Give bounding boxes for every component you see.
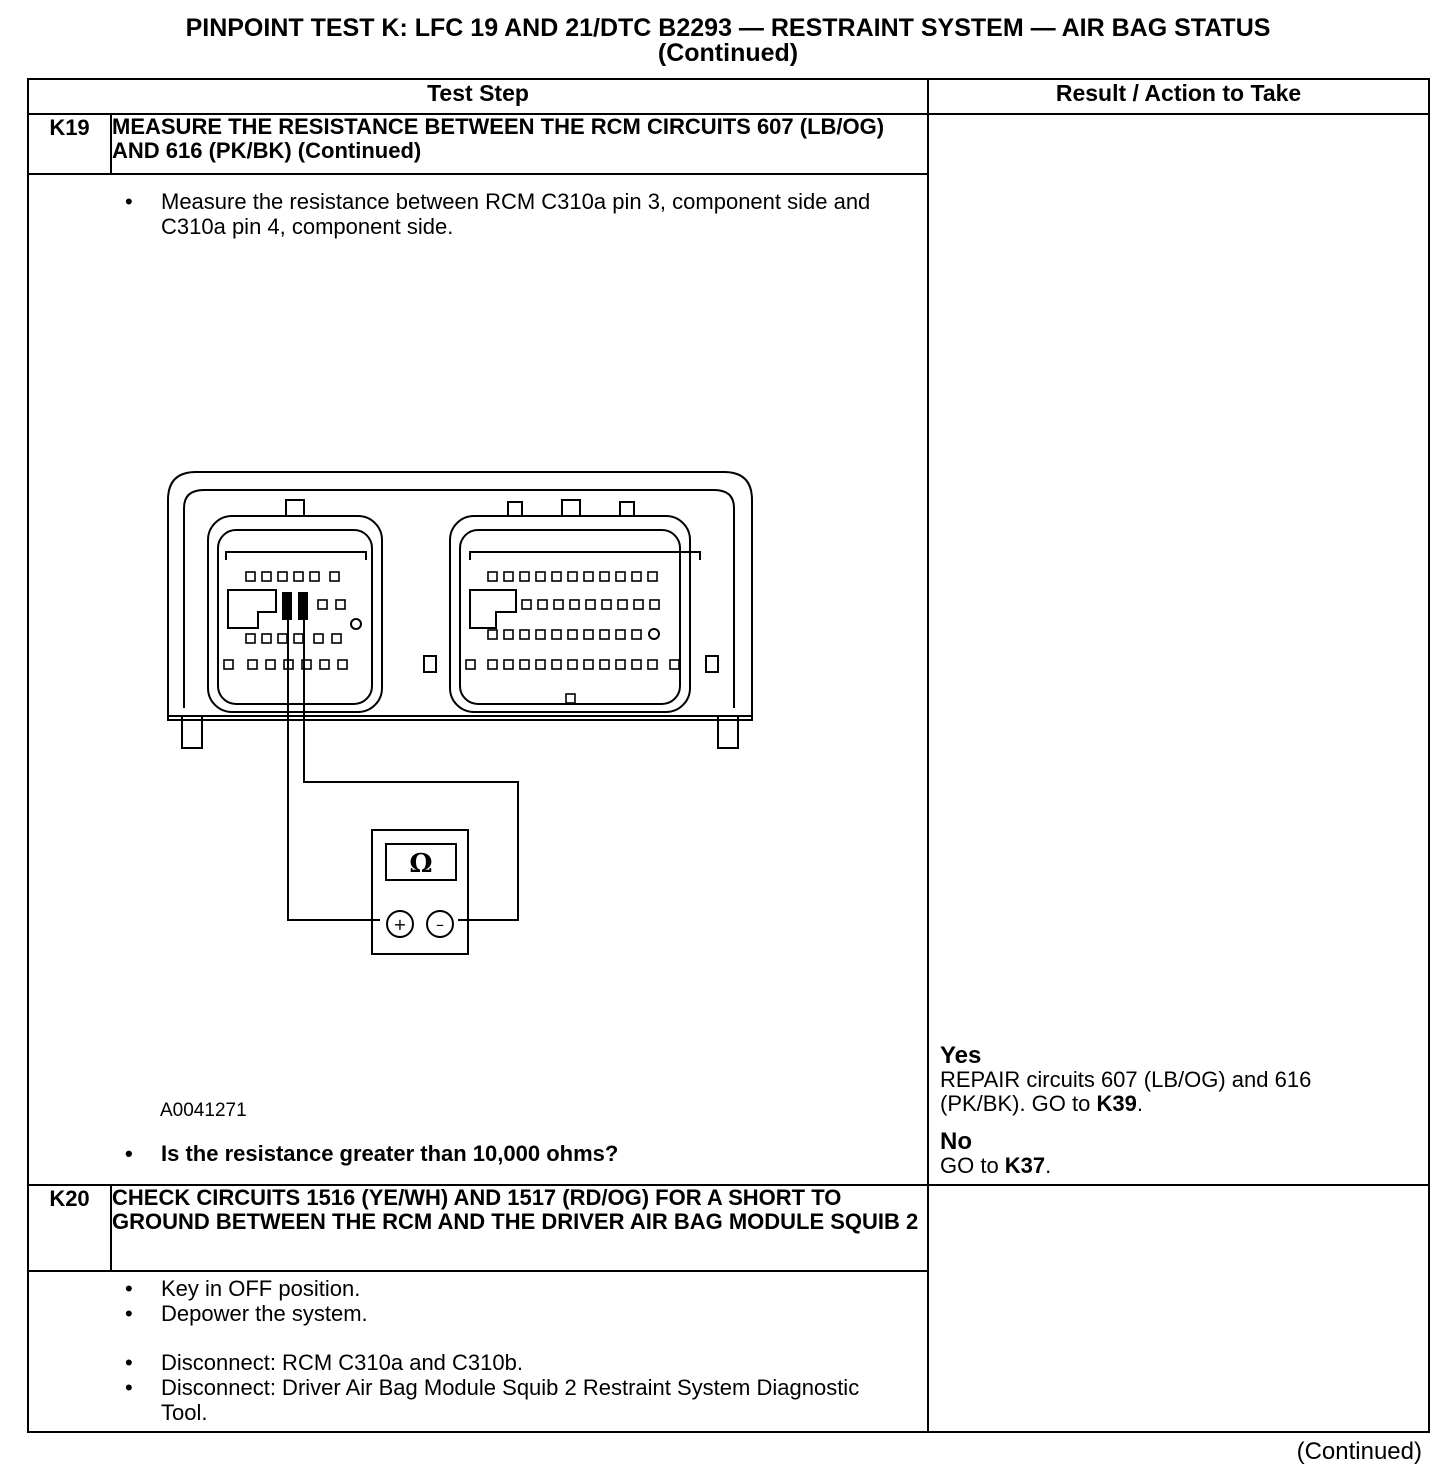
result-yes-text: REPAIR circuits 607 (LB/OG) and 616 (PK/BK). GO to: [940, 1067, 1312, 1116]
result-no-label: No: [940, 1128, 972, 1155]
step-body: [28, 1271, 928, 1432]
minus-terminal-icon: –: [436, 915, 444, 934]
result-yes-label: Yes: [940, 1042, 982, 1069]
step-title: CHECK CIRCUITS 1516 (YE/WH) AND 1517 (RD/OG) FOR A SHORT TO GROUND BETWEEN THE RCM AND THE DRIVER AIR BAG MODULE SQUIB 2: [111, 1185, 928, 1271]
step-number: K19: [28, 114, 111, 174]
result-no-text: GO to: [940, 1153, 1005, 1178]
step-bullet: • Depower the system.: [125, 1301, 907, 1326]
result-yes: Yes REPAIR circuits 607 (LB/OG) and 616 (PK/BK). GO to K39.: [940, 1042, 1312, 1116]
figure-id: A0041271: [160, 1100, 247, 1121]
step-bullet: • Disconnect: Driver Air Bag Module Squib 2 Restraint System Diagnostic Tool.: [125, 1375, 907, 1425]
step-question: • Is the resistance greater than 10,000 ohms?: [125, 1141, 618, 1166]
header-result: Result / Action to Take: [928, 79, 1429, 114]
ohm-symbol: Ω: [409, 849, 433, 879]
result-yes-ref: K39: [1096, 1091, 1137, 1116]
step-number: K20: [28, 1185, 111, 1271]
rcm-connector-diagram: [160, 468, 760, 968]
continued-label: (Continued): [1296, 1438, 1422, 1465]
header-test-step: Test Step: [28, 79, 928, 114]
connector-pins: [224, 572, 679, 703]
result-no-ref: K37: [1004, 1153, 1046, 1178]
step-title: MEASURE THE RESISTANCE BETWEEN THE RCM CIRCUITS 607 (LB/OG) AND 616 (PK/BK) (Continued): [111, 114, 928, 174]
page-title: PINPOINT TEST K: LFC 19 AND 21/DTC B2293 — RESTRAINT SYSTEM — AIR BAG STATUS: [185, 14, 1271, 42]
step-bullet: • Measure the resistance between RCM C310a pin 3, component side and C310a pin 4, component side.: [125, 189, 907, 239]
result-no: No GO to K37.: [940, 1128, 1052, 1178]
plus-terminal-icon: +: [393, 915, 407, 934]
page-subtitle: (Continued): [657, 39, 799, 67]
step-bullet: • Key in OFF position.: [125, 1276, 907, 1301]
step-bullet: • Disconnect: RCM C310a and C310b.: [125, 1350, 907, 1375]
result-cell: [928, 114, 1429, 1185]
result-cell: [928, 1185, 1429, 1432]
